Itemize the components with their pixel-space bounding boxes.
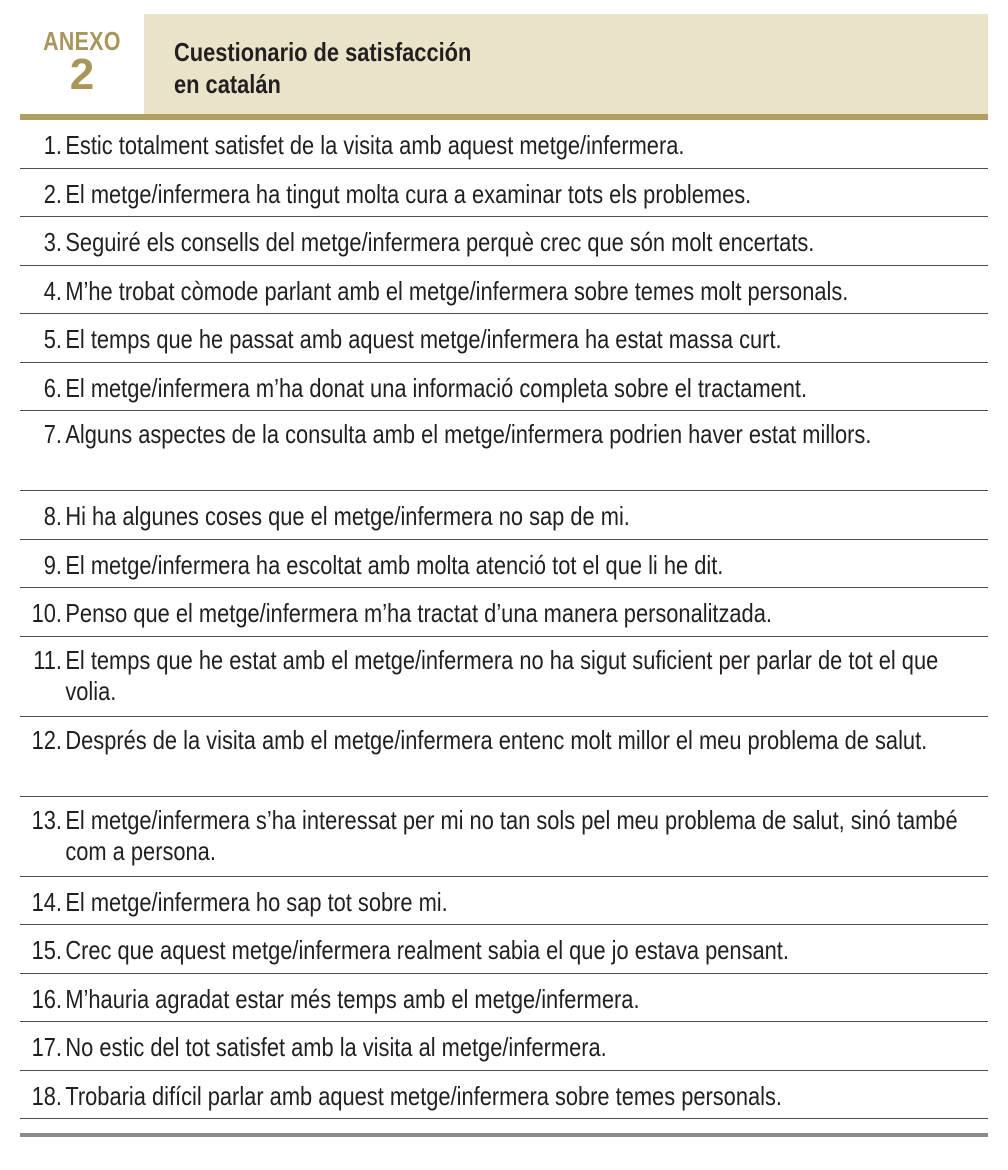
question-text: El temps que he passat amb aquest metge/infermera ha estat massa curt. (65, 324, 782, 354)
question-number: 16. (31, 983, 62, 1014)
question-item (20, 491, 988, 540)
question-text: No estic del tot satisfet amb la visita al metge/infermera. (65, 1032, 607, 1062)
question-item (20, 540, 988, 589)
question-number: 9. (43, 549, 62, 580)
question-text: Després de la visita amb el metge/infermera entenc molt millor el meu problema de salut. (65, 724, 928, 755)
question-number: 10. (31, 598, 62, 628)
question-number: 11. (33, 644, 62, 675)
question-item (20, 1022, 988, 1071)
question-number: 5. (43, 324, 62, 354)
question-text: El metge/infermera s’ha interessat per mi no tan sols pel meu problema de salut, sinó també com a persona. (65, 804, 958, 866)
question-number: 2. (43, 178, 62, 209)
question-text: El metge/infermera ha tingut molta cura a examinar tots els problemes. (65, 178, 752, 209)
question-text: El metge/infermera m’ha donat una informació completa sobre el tractament. (65, 372, 808, 403)
annex-label: ANEXO (43, 26, 121, 56)
question-text: M’he trobat còmode parlant amb el metge/infermera sobre temes molt personals. (65, 275, 849, 306)
question-item (20, 974, 988, 1023)
question-item (20, 363, 988, 412)
question-item (20, 266, 988, 315)
question-item (20, 411, 988, 491)
question-number: 12. (31, 724, 62, 755)
question-number: 17. (31, 1032, 62, 1062)
question-item (20, 717, 988, 797)
question-number: 8. (43, 501, 62, 531)
question-item (20, 217, 988, 266)
question-text: Trobaria difícil parlar amb aquest metge/infermera sobre temes personals. (65, 1080, 782, 1111)
question-number: 13. (31, 804, 62, 835)
question-item (20, 877, 988, 926)
question-number: 14. (31, 886, 62, 917)
page-title (174, 36, 678, 100)
annex-number: 2 (69, 50, 95, 99)
question-item (20, 314, 988, 363)
annex-badge (20, 14, 144, 114)
question-number: 3. (43, 227, 62, 257)
question-number: 15. (31, 935, 62, 965)
question-text: Penso que el metge/infermera m’ha tractat d’una manera personalitzada. (65, 598, 772, 628)
question-text: El temps que he estat amb el metge/infermera no ha sigut suficient per parlar de tot el que volia. (65, 644, 939, 706)
question-text: Seguiré els consells del metge/infermera perquè crec que són molt encertats. (65, 227, 815, 257)
questionnaire-list (20, 120, 988, 1119)
question-item (20, 925, 988, 974)
page-title-line-2: en catalán (174, 69, 281, 99)
bottom-divider (20, 1133, 988, 1137)
question-item (20, 797, 988, 877)
question-number: 1. (43, 130, 62, 160)
question-item (20, 1071, 988, 1120)
question-item (20, 169, 988, 218)
question-text: Hi ha algunes coses que el metge/infermera no sap de mi. (65, 501, 630, 531)
question-number: 18. (31, 1080, 62, 1111)
question-item (20, 588, 988, 637)
question-text: Alguns aspectes de la consulta amb el metge/infermera podrien haver estat millors. (65, 419, 872, 449)
title-banner (144, 14, 988, 114)
page-title-line-1: Cuestionario de satisfacción (174, 37, 472, 67)
question-item (20, 120, 988, 169)
question-text: El metge/infermera ho sap tot sobre mi. (65, 886, 448, 917)
question-item (20, 637, 988, 717)
question-number: 6. (43, 372, 62, 403)
question-number: 7. (43, 419, 62, 449)
question-text: Crec que aquest metge/infermera realment sabia el que jo estava pensant. (65, 935, 789, 965)
annex-header (20, 14, 988, 118)
question-number: 4. (43, 275, 62, 306)
question-text: M’hauria agradat estar més temps amb el metge/infermera. (65, 983, 640, 1014)
question-text: El metge/infermera ha escoltat amb molta atenció tot el que li he dit. (65, 549, 724, 580)
question-text: Estic totalment satisfet de la visita amb aquest metge/infermera. (65, 130, 685, 160)
